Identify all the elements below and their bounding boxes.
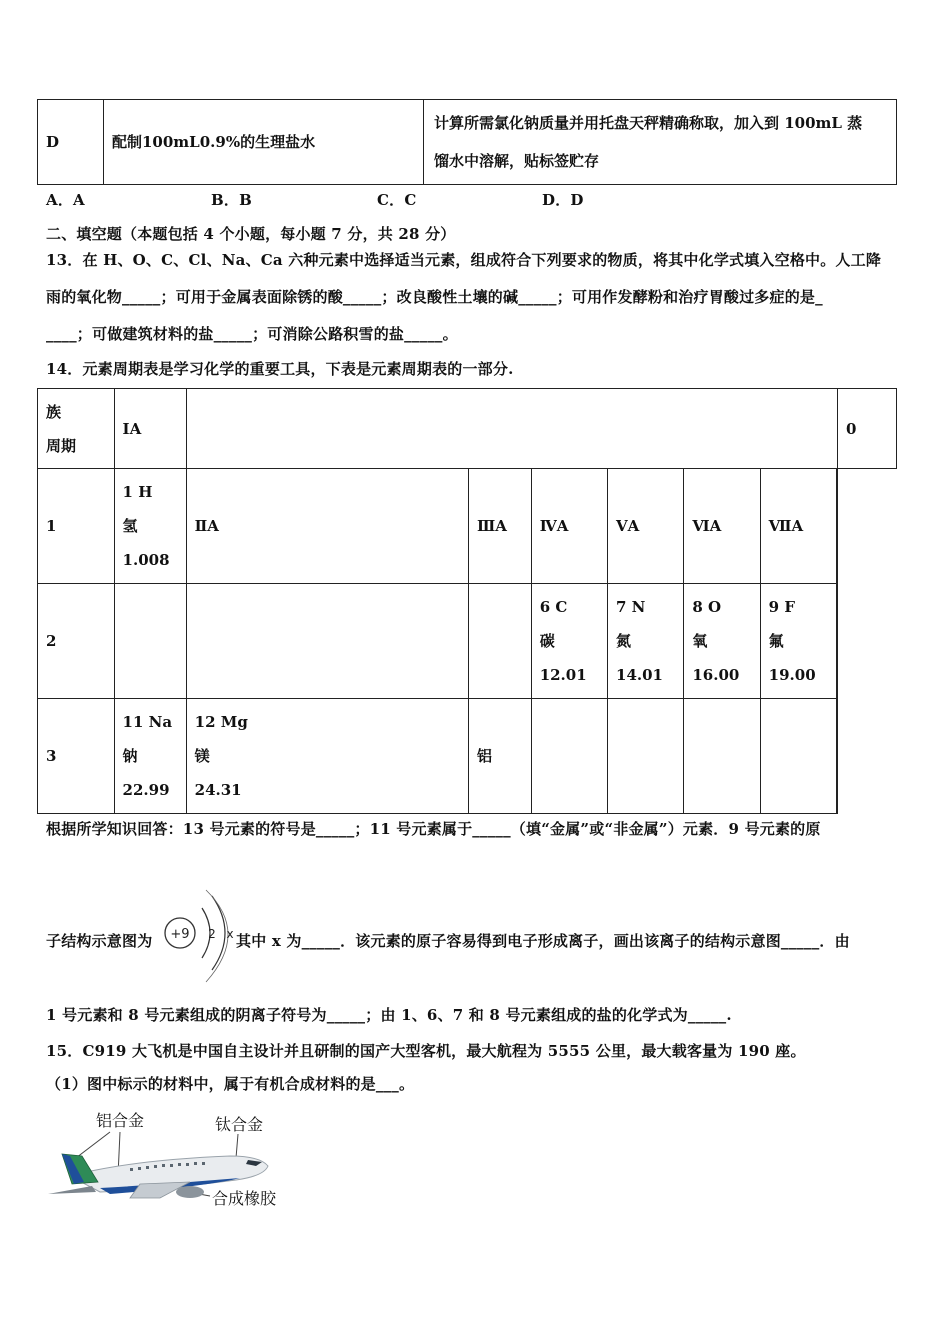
period-2: 2: [38, 584, 115, 699]
section-title: 二、填空题（本题包括 4 个小题，每小题 7 分，共 28 分）: [46, 225, 456, 243]
element-o: [684, 584, 760, 699]
choice-c: C．C: [377, 191, 417, 209]
task-cell: 配制100mL0.9%的生理盐水: [104, 100, 424, 185]
element-mg-num: 12 Mg: [194, 713, 248, 731]
empty-cell: [186, 584, 468, 699]
group-viia: ⅦA: [760, 469, 836, 584]
group-va: ⅤA: [608, 469, 684, 584]
element-h: [114, 469, 186, 584]
atom-structure-diagram: [160, 886, 240, 986]
steps-line-1: 计算所需氯化钠质量并用托盘天秤精确称取，加入到 100mL 蒸: [434, 114, 863, 132]
q15-line-2: （1）图中标示的材料中，属于有机合成材料的是___。: [46, 1075, 415, 1093]
element-na-mass: 22.99: [122, 781, 170, 799]
shell-1-electrons: 2: [208, 927, 216, 941]
element-f-name: 氟: [768, 632, 784, 650]
element-f: [760, 584, 836, 699]
empty-cell: [468, 584, 531, 699]
empty-cell: [114, 584, 186, 699]
steps-cell: [424, 100, 897, 185]
element-al: 铝: [468, 699, 531, 814]
element-n-mass: 14.01: [616, 666, 663, 684]
element-f-num: 9 F: [768, 598, 795, 616]
label-aluminum-alloy: 铝合金: [96, 1111, 145, 1130]
element-o-name: 氧: [692, 632, 708, 650]
element-h-num: 1 H: [122, 483, 153, 501]
element-c: [531, 584, 607, 699]
q14-intro: 14．元素周期表是学习化学的重要工具，下表是元素周期表的一部分.: [46, 360, 514, 378]
element-mg: [186, 699, 468, 814]
choice-a: A．A: [46, 191, 85, 209]
empty-cell: [837, 699, 838, 814]
empty-cell: [837, 469, 838, 584]
label-titanium-alloy: 钛合金: [215, 1115, 264, 1134]
period-label: 周期: [46, 436, 77, 455]
group-iiia: ⅢA: [468, 469, 531, 584]
header-corner: [38, 389, 115, 469]
element-n-num: 7 N: [616, 598, 646, 616]
group-iva: ⅣA: [531, 469, 607, 584]
empty-cell: [531, 699, 607, 814]
element-c-num: 6 C: [539, 598, 568, 616]
shell-2-electrons: x: [226, 927, 234, 941]
empty-cell: [608, 699, 684, 814]
period-1: 1: [38, 469, 115, 584]
element-c-name: 碳: [539, 632, 555, 650]
empty-cell: [837, 584, 838, 699]
q14-answer-line-1: 根据所学知识回答：13 号元素的符号是_____；11 号元素属于_____（填“金属”或“非金属”）元素．9 号元素的原: [46, 820, 821, 838]
group-via: ⅥA: [684, 469, 760, 584]
header-blank: [186, 389, 837, 469]
element-n: [608, 584, 684, 699]
option-table: [37, 99, 897, 185]
element-mg-mass: 24.31: [194, 781, 242, 799]
element-c-mass: 12.01: [539, 666, 587, 684]
element-na: [114, 699, 186, 814]
empty-cell: [684, 699, 760, 814]
element-h-mass: 1.008: [122, 551, 170, 569]
steps-line-2: 馏水中溶解，贴标签贮存: [434, 152, 600, 170]
choice-b: B．B: [211, 191, 252, 209]
header-ia: ⅠA: [114, 389, 186, 469]
option-cell: D: [38, 100, 104, 185]
element-mg-name: 镁: [194, 747, 210, 765]
period-3: 3: [38, 699, 115, 814]
element-f-mass: 19.00: [768, 666, 816, 684]
element-na-name: 钠: [122, 747, 138, 765]
q14-answer-line-2-post: 其中 x 为_____．该元素的原子容易得到电子形成离子，画出该离子的结构示意图_____．由: [236, 932, 850, 950]
q13-line-3: ____；可做建筑材料的盐_____；可消除公路积雪的盐_____。: [46, 325, 458, 343]
q13-line-2: 雨的氧化物_____；可用于金属表面除锈的酸_____；改良酸性土壤的碱_____；可用作发酵粉和治疗胃酸过多症的是_: [46, 288, 823, 306]
element-h-name: 氢: [122, 517, 138, 535]
choice-d: D．D: [542, 191, 584, 209]
label-synthetic-rubber: 合成橡胶: [212, 1189, 277, 1208]
element-o-mass: 16.00: [692, 666, 740, 684]
group-iia: ⅡA: [186, 469, 468, 584]
element-o-num: 8 O: [692, 598, 722, 616]
q14-answer-line-3: 1 号元素和 8 号元素组成的阴离子符号为_____；由 1、6、7 和 8 号元素组成的盐的化学式为_____.: [46, 1006, 732, 1024]
empty-cell: [760, 699, 836, 814]
airplane-icon: [40, 1100, 300, 1220]
periodic-table: [37, 388, 897, 814]
group-label: 族: [46, 402, 62, 421]
nucleus-charge: +9: [170, 927, 190, 942]
q15-line-1: 15．C919 大飞机是中国自主设计并且研制的国产大型客机，最大航程为 5555 公里，最大载客量为 190 座。: [46, 1042, 806, 1060]
airplane-figure: [40, 1100, 300, 1220]
element-n-name: 氮: [616, 632, 632, 650]
header-zero: 0: [838, 389, 897, 469]
element-na-num: 11 Na: [122, 713, 173, 731]
q14-answer-line-2-pre: 子结构示意图为: [46, 932, 153, 950]
q13-line-1: 13．在 H、O、C、Cl、Na、Ca 六种元素中选择适当元素，组成符合下列要求的物质，将其中化学式填入空格中。人工降: [46, 251, 882, 269]
